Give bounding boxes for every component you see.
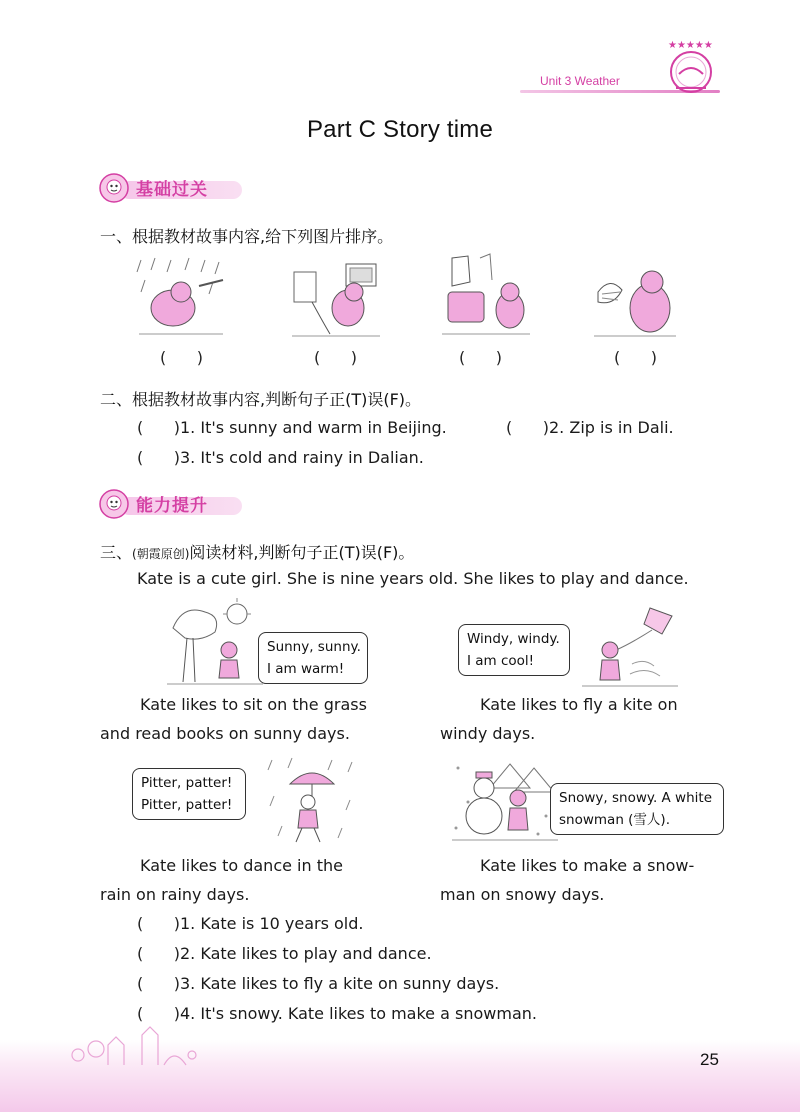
q2-heading: 二、根据教材故事内容,判断句子正(T)误(F)。 — [100, 390, 422, 409]
q2-item-3 — [137, 448, 424, 467]
bubble-line: Windy, windy. — [467, 631, 560, 647]
mascot-icon — [98, 172, 132, 204]
q3-item-3-text: 3. Kate likes to fly a kite on sunny days. — [180, 974, 500, 993]
caption-sunny — [100, 690, 367, 748]
q2-item-3-text: 3. It's cold and rainy in Dalian. — [180, 448, 424, 467]
q1-blank-4[interactable]: ( ) — [614, 348, 657, 367]
caption-windy — [440, 690, 678, 748]
caption-line: Kate likes to dance in the — [140, 856, 343, 875]
q2-item-1 — [137, 418, 447, 437]
speech-bubble-windy — [458, 624, 570, 676]
caption-line: Kate likes to fly a kite on — [480, 695, 678, 714]
q2-item-1-text: 1. It's sunny and warm in Beijing. — [180, 418, 447, 437]
q1-heading: 一、根据教材故事内容,给下列图片排序。 — [100, 227, 394, 246]
speech-bubble-snowy — [550, 783, 724, 835]
caption-line: and read books on sunny days. — [100, 724, 350, 743]
caption-line: Kate likes to sit on the grass — [140, 695, 367, 714]
speech-bubble-sunny — [258, 632, 368, 684]
q3-heading-line — [100, 540, 414, 563]
speech-bubble-rainy — [132, 768, 246, 820]
mascot-icon — [98, 488, 132, 520]
bubble-line: Sunny, sunny. — [267, 639, 361, 655]
q3-number: 三、 — [100, 543, 133, 562]
section-title-advanced: 能力提升 — [136, 496, 208, 516]
unit-label: Unit 3 Weather — [540, 74, 620, 88]
q3-source: (朝霞原创) — [132, 547, 190, 561]
kate-snowy-picture — [450, 758, 560, 844]
story-picture-phone — [290, 262, 382, 338]
answer-blank[interactable]: ( ) — [137, 944, 180, 963]
caption-line: windy days. — [440, 724, 536, 743]
bubble-line: snowman (雪人). — [559, 812, 670, 828]
bubble-line: Pitter, patter! — [141, 797, 233, 813]
answer-blank[interactable]: ( ) — [137, 1004, 180, 1023]
q1-blank-2[interactable]: ( ) — [314, 348, 357, 367]
bubble-line: I am warm! — [267, 661, 345, 677]
page-title: Part C Story time — [306, 116, 494, 143]
answer-blank[interactable]: ( ) — [137, 974, 180, 993]
q3-item-2-text: 2. Kate likes to play and dance. — [180, 944, 432, 963]
q3-item-4-text: 4. It's snowy. Kate likes to make a snowman. — [180, 1004, 537, 1023]
story-picture-rain — [133, 256, 227, 338]
caption-line: Kate likes to make a snow- — [480, 856, 695, 875]
q2-item-2 — [506, 418, 674, 437]
q3-item-3 — [137, 974, 499, 993]
svg-text:★★★★★: ★★★★★ — [668, 40, 713, 51]
section-title-basic: 基础过关 — [136, 180, 208, 200]
q3-heading: 阅读材料,判断句子正(T)误(F)。 — [189, 543, 415, 562]
publisher-logo — [660, 36, 722, 98]
q3-intro: Kate is a cute girl. She is nine years old. She likes to play and dance. — [137, 569, 689, 588]
story-picture-bird — [592, 262, 678, 338]
caption-snowy — [440, 851, 694, 909]
caption-line: rain on rainy days. — [100, 885, 250, 904]
kate-rainy-picture — [262, 756, 360, 848]
bubble-line: Pitter, patter! — [141, 775, 233, 791]
caption-rainy — [100, 851, 343, 909]
caption-line: man on snowy days. — [440, 885, 605, 904]
answer-blank[interactable]: ( ) — [506, 418, 549, 437]
q3-item-1-text: 1. Kate is 10 years old. — [180, 914, 364, 933]
kate-sunny-picture — [165, 598, 265, 688]
section-banner-advanced — [98, 488, 248, 520]
section-banner-basic — [98, 172, 248, 204]
q3-item-2 — [137, 944, 432, 963]
q2-item-2-text: 2. Zip is in Dali. — [549, 418, 674, 437]
q1-blank-3[interactable]: ( ) — [459, 348, 502, 367]
footer-decoration — [68, 1025, 198, 1069]
bubble-line: I am cool! — [467, 653, 535, 669]
answer-blank[interactable]: ( ) — [137, 914, 180, 933]
answer-blank[interactable]: ( ) — [137, 418, 180, 437]
kate-windy-picture — [580, 604, 680, 690]
page-number: 25 — [700, 1050, 719, 1069]
bubble-line: Snowy, snowy. A white — [559, 790, 713, 806]
q1-blank-1[interactable]: ( ) — [160, 348, 203, 367]
answer-blank[interactable]: ( ) — [137, 448, 180, 467]
q3-item-4 — [137, 1004, 537, 1023]
story-picture-suitcase — [440, 252, 532, 338]
q3-item-1 — [137, 914, 363, 933]
